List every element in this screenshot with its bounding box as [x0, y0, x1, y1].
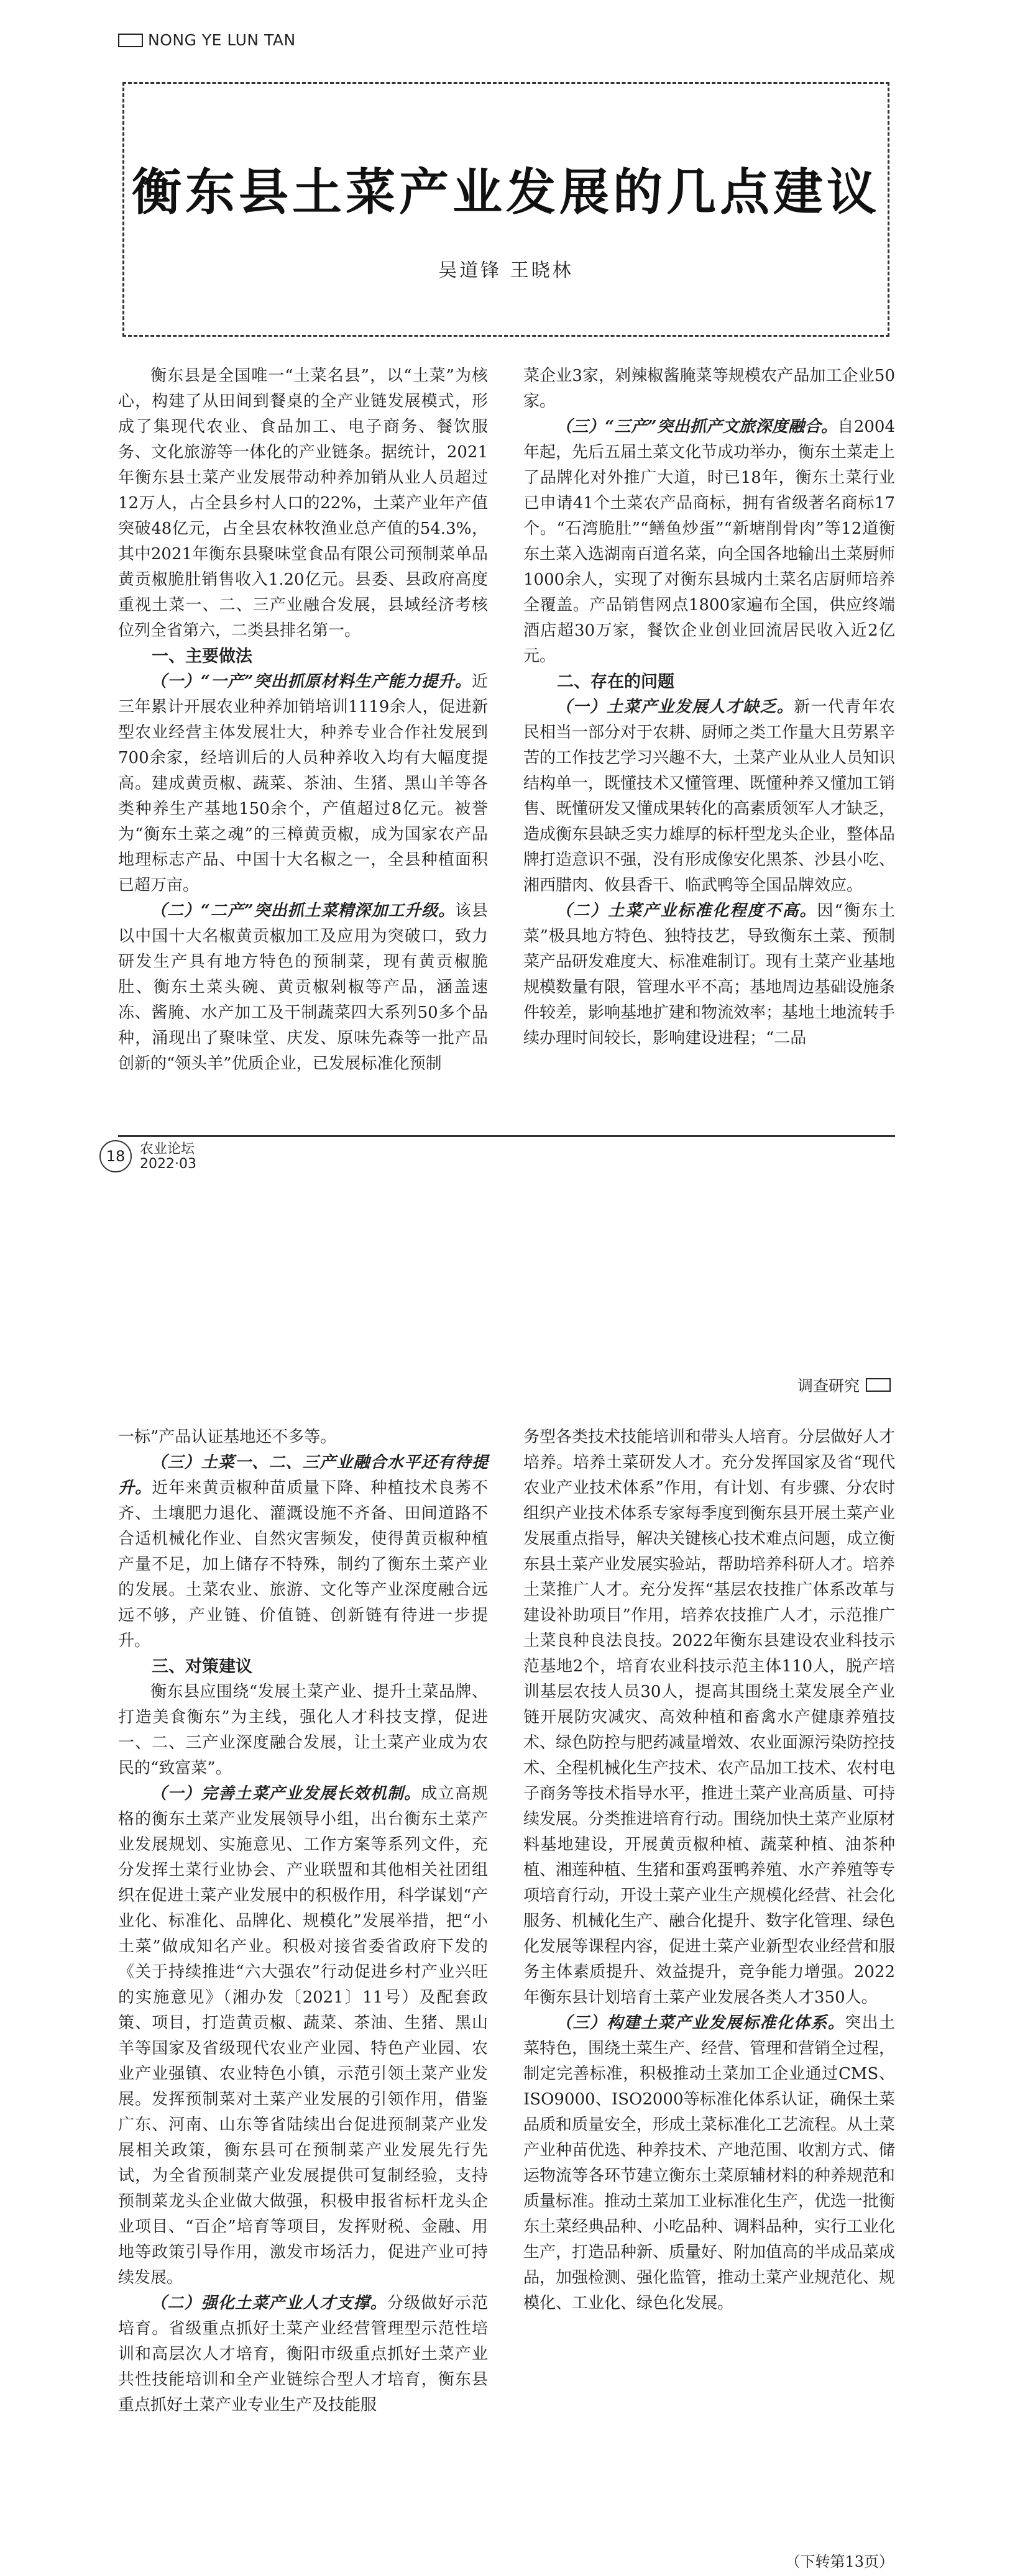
paragraph-lead: （二）土菜产业标准化程度不高。 — [556, 902, 817, 920]
paragraph-lead: （三）构建土菜产业发展标准化体系。 — [556, 2014, 845, 2032]
article-title: 衡东县土菜产业发展的几点建议 — [132, 163, 880, 221]
issue-label: 2022·03 — [140, 1156, 196, 1172]
continue-note: （下转第13页） — [785, 2553, 894, 2570]
magazine-name: 农业论坛 — [140, 1141, 195, 1157]
body-paragraph — [523, 695, 895, 898]
body-paragraph — [523, 1425, 895, 2011]
paragraph-text: 衡东县是全国唯一“土菜名县”，以“土菜”为核心，构建了从田间到餐桌的全产业链发展模式，形成了集现代农业、食品加工、电子商务、餐饮服务、文化旅游等一体化的产业链条。据统计，2021年衡东县土菜产业发展带动种养加销从业人员超过12万人，占全县乡村人口的22%，土菜产业年产值突破48亿元，占全县农林牧渔业总产值的54.3%，其中2021年衡东县聚味堂食品有限公司预制菜单品黄贡椒脆肚销售收入1.20亿元。县委、县政府高度重视土菜一、二、三产业融合发展，县域经济考核位列全省第六，二类县排名第一。 — [118, 367, 488, 640]
paragraph-text: 务型各类技术技能培训和带头人培育。分层做好人才培养。培养土菜研发人才。充分发挥国家及省“现代农业产业技术体系”作用，有计划、有步骤、分农时组织产业技术体系专家每季度到衡东县开展土菜产业发展重点指导，解决关键核心技术难点问题，成立衡东县土菜产业发展实验站，帮助培养科研人才。培养土菜推广人才。充分发挥“基层农技推广体系改革与建设补助项目”作用，培养农技推广人才，示范推广土菜良种良法良技。2022年衡东县建设农业科技示范基地2个，培育农业科技示范主体110人，脱产培训基层农技人员30人，提高其围绕土菜发展全产业链开展防灾减灾、高效种植和畜禽水产健康养殖技术、绿色防控与肥药减量增效、农业面源污染防控技术、全程机械化生产技术、农产品加工技术、农村电子商务等技术指导水平，推进土菜产业高质量、可持续发展。分类推进培育行动。围绕加快土菜产业原材料基地建设，开展黄贡椒种植、蔬菜种植、油茶种植、湘莲种植、生猪和蛋鸡蛋鸭养殖、水产养殖等专项培育行动，开设土菜产业生产规模化经营、社会化服务、机械化生产、融合化提升、数字化管理、绿色化发展等课程内容，促进土菜产业新型农业经营和服务主体素质提升、效益提升，竞争能力增强。2022年衡东县计划培育土菜产业发展各类人才350人。 — [523, 1428, 896, 2007]
paragraph-lead: （一）土菜产业发展人才缺乏。 — [556, 698, 794, 716]
body-paragraph — [523, 2011, 895, 2316]
paragraph-text: 近三年累计开展农业种养加销培训1119余人，促进新型农业经营主体发展壮大，种养专业合作社发展到700余家，经培训后的人员种养收入均有大幅度提高。建成黄贡椒、蔬菜、茶油、生猪、黑山羊等各类种养生产基地150余个，产值超过8亿元。被誉为“衡东土菜之魂”的三樟黄贡椒，成为国家农产品地理标志产品、中国十大名椒之一，全县种植面积已超万亩。 — [118, 672, 488, 895]
paragraph-lead: （三）土菜一、二、三产业融合水平还有待提升。 — [118, 1453, 488, 1497]
page1-left-column — [118, 363, 488, 1077]
page2-right-column — [523, 1425, 895, 2316]
footer-rule — [118, 1135, 895, 1137]
body-paragraph — [118, 1679, 488, 1781]
body-paragraph — [118, 2291, 488, 2418]
section-label: 调查研究 — [797, 1377, 860, 1395]
page-number: 18 — [99, 1140, 132, 1172]
paragraph-text: 菜企业3家，剁辣椒酱腌菜等规模农产品加工企业50家。 — [523, 367, 895, 411]
paragraph-lead: （二）“二产”突出抓土菜精深加工升级。 — [150, 902, 456, 920]
page-19 — [0, 1288, 1015, 2576]
body-paragraph — [118, 898, 488, 1077]
body-paragraph — [118, 1425, 488, 1450]
section-heading: 三、对策建议 — [152, 1657, 252, 1676]
body-paragraph — [118, 1450, 488, 1654]
paragraph-text: 近年来黄贡椒种苗质量下降、种植技术良莠不齐、土壤肥力退化、灌溉设施不齐备、田间道路不合适机械化作业、自然灾害频发，使得黄贡椒种植产量不足，加上储存不特殊，制约了衡东土菜产业的发展。土菜农业、旅游、文化等产业深度融合远远不够，产业链、价值链、创新链有待进一步提升。 — [118, 1479, 488, 1650]
paragraph-text: 成立高规格的衡东土菜产业发展领导小组，出台衡东土菜产业发展规划、实施意见、工作方案等系列文件，充分发挥土菜行业协会、产业联盟和其他相关社团组织在促进土菜产业发展中的积极作用，科学谋划“产业化、标准化、品牌化、规模化”发展举措，把“小土菜”做成知名产业。积极对接省委省政府下发的《关于持续推进“六大强农”行动促进乡村产业兴旺的实施意见》（湘办发〔2021〕11号）及配套政策、项目，打造黄贡椒、蔬菜、茶油、生猪、黑山羊等国家及省级现代农业产业园、特色产业园、农业产业强镇、农业特色小镇，示范引领土菜产业发展。发挥预制菜对土菜产业发展的引领作用，借鉴广东、河南、山东等省陆续出台促进预制菜产业发展相关政策，衡东县可在预制菜产业发展先行先试，为全省预制菜产业发展提供可复制经验，支持预制菜龙头企业做大做强，积极申报省标杆龙头企业项目、“百企”培育等项目，发挥财税、金融、用地等政策引导作用，激发市场活力，促进产业可持续发展。 — [118, 1784, 488, 2287]
header-box-icon — [118, 34, 143, 47]
body-paragraph — [523, 898, 895, 1051]
body-paragraph — [118, 669, 488, 898]
section-heading: 二、存在的问题 — [557, 672, 674, 692]
footer-magazine — [140, 1142, 196, 1172]
running-header — [118, 31, 296, 49]
page1-right-column — [523, 363, 895, 1051]
body-paragraph — [118, 1781, 488, 2291]
section-header — [797, 1374, 891, 1396]
title-frame — [122, 82, 889, 337]
paragraph-lead: （一）完善土菜产业发展长效机制。 — [150, 1784, 421, 1803]
paragraph-lead: （一）“一产”突出抓原材料生产能力提升。 — [150, 672, 472, 691]
paragraph-text: 衡东县应围绕“发展土菜产业、提升土菜品牌、打造美食衡东”为主线，强化人才科技支撑，促进一、二、三产业深度融合发展，让土菜产业成为农民的“致富菜”。 — [118, 1683, 488, 1778]
paragraph-lead: （二）强化土菜产业人才支撑。 — [150, 2294, 387, 2313]
running-title: NONG YE LUN TAN — [148, 31, 296, 49]
section-box-icon — [866, 1378, 891, 1392]
paragraph-text: 突出土菜特色，围绕土菜生产、经营、管理和营销全过程，制定完善标准，积极推动土菜加工企业通过CMS、ISO9000、ISO2000等标准化体系认证，确保土菜品质和质量安全，形成土菜标准化工艺流程。从土菜产业种苗优选、种养技术、产地范围、收割方式、储运物流等各环节建立衡东土菜原辅材料的种养规范和质量标准。推动土菜加工业标准化生产，优选一批衡东土菜经典品种、小吃品种、调料品种，实行工业化生产，打造品种新、质量好、附加值高的半成品菜成品，加强检测、强化监管，推动土菜产业规范化、规模化、工业化、绿色化发展。 — [523, 2014, 896, 2313]
paragraph-text: 因“衡东土菜”极具地方特色、独特技艺，导致衡东土菜、预制菜产品研发难度大、标准难制订。现有土菜产业基地规模数量有限，管理水平不高；基地周边基础设施条件较差，影响基地扩建和物流效率；基地土地流转手续办理时间较长，影响建设进程；“二品 — [523, 902, 896, 1048]
paragraph-lead: （三）“三产”突出抓产文旅深度融合。 — [556, 418, 838, 436]
paragraph-text: 一标”产品认证基地还不多等。 — [118, 1428, 337, 1446]
body-paragraph — [523, 414, 895, 669]
paragraph-text: 自2004年起，先后五届土菜文化节成功举办，衡东土菜走上了品牌化对外推广大道，时已18年，衡东土菜行业已申请41个土菜农产品商标，拥有省级著名商标17个。“石湾脆肚”“鳝鱼炒蛋”“新塘削骨肉”等12道衡东土菜入选湖南百道名菜，向全国各地输出土菜厨师1000余人，实现了对衡东县城内土菜名店厨师培养全覆盖。产品销售网点1800家遍布全国，供应终端酒店超30万家，餐饮企业创业回流居民收入近2亿元。 — [523, 418, 896, 665]
paragraph-text: 该县以中国十大名椒黄贡椒加工及应用为突破口，致力研发生产具有地方特色的预制菜，现有黄贡椒脆肚、衡东土菜头碗、黄贡椒剁椒等产品，涵盖速冻、酱腌、水产加工及干制蔬菜四大系列50多个品种，涌现出了聚味堂、庆发、原味先森等一批产品创新的“领头羊”优质企业，已发展标准化预制 — [118, 902, 488, 1073]
section-heading: 一、主要做法 — [152, 647, 252, 666]
article-authors: 吴道锋 王晓林 — [438, 260, 574, 281]
paragraph-text: 新一代青年农民相当一部分对于农耕、厨师之类工作量大且劳累辛苦的工作技艺学习兴趣不大，土菜产业从业人员知识结构单一，既懂技术又懂管理、既懂种养又懂加工销售、既懂研发又懂成果转化的高素质领军人才缺乏，造成衡东县缺乏实力雄厚的标杆型龙头企业，整体品牌打造意识不强，没有形成像安化黑茶、沙县小吃、湘西腊肉、攸县香干、临武鸭等全国品牌效应。 — [523, 698, 896, 895]
page2-left-column — [118, 1425, 488, 2418]
body-paragraph — [118, 363, 488, 644]
paragraph-text: 分级做好示范培育。省级重点抓好土菜产业经营管理型示范性培训和高层次人才培育，衡阳市级重点抓好土菜产业共性技能培训和全产业链综合型人才培育，衡东县重点抓好土菜产业专业生产及技能服 — [118, 2294, 488, 2414]
body-paragraph — [523, 363, 895, 414]
